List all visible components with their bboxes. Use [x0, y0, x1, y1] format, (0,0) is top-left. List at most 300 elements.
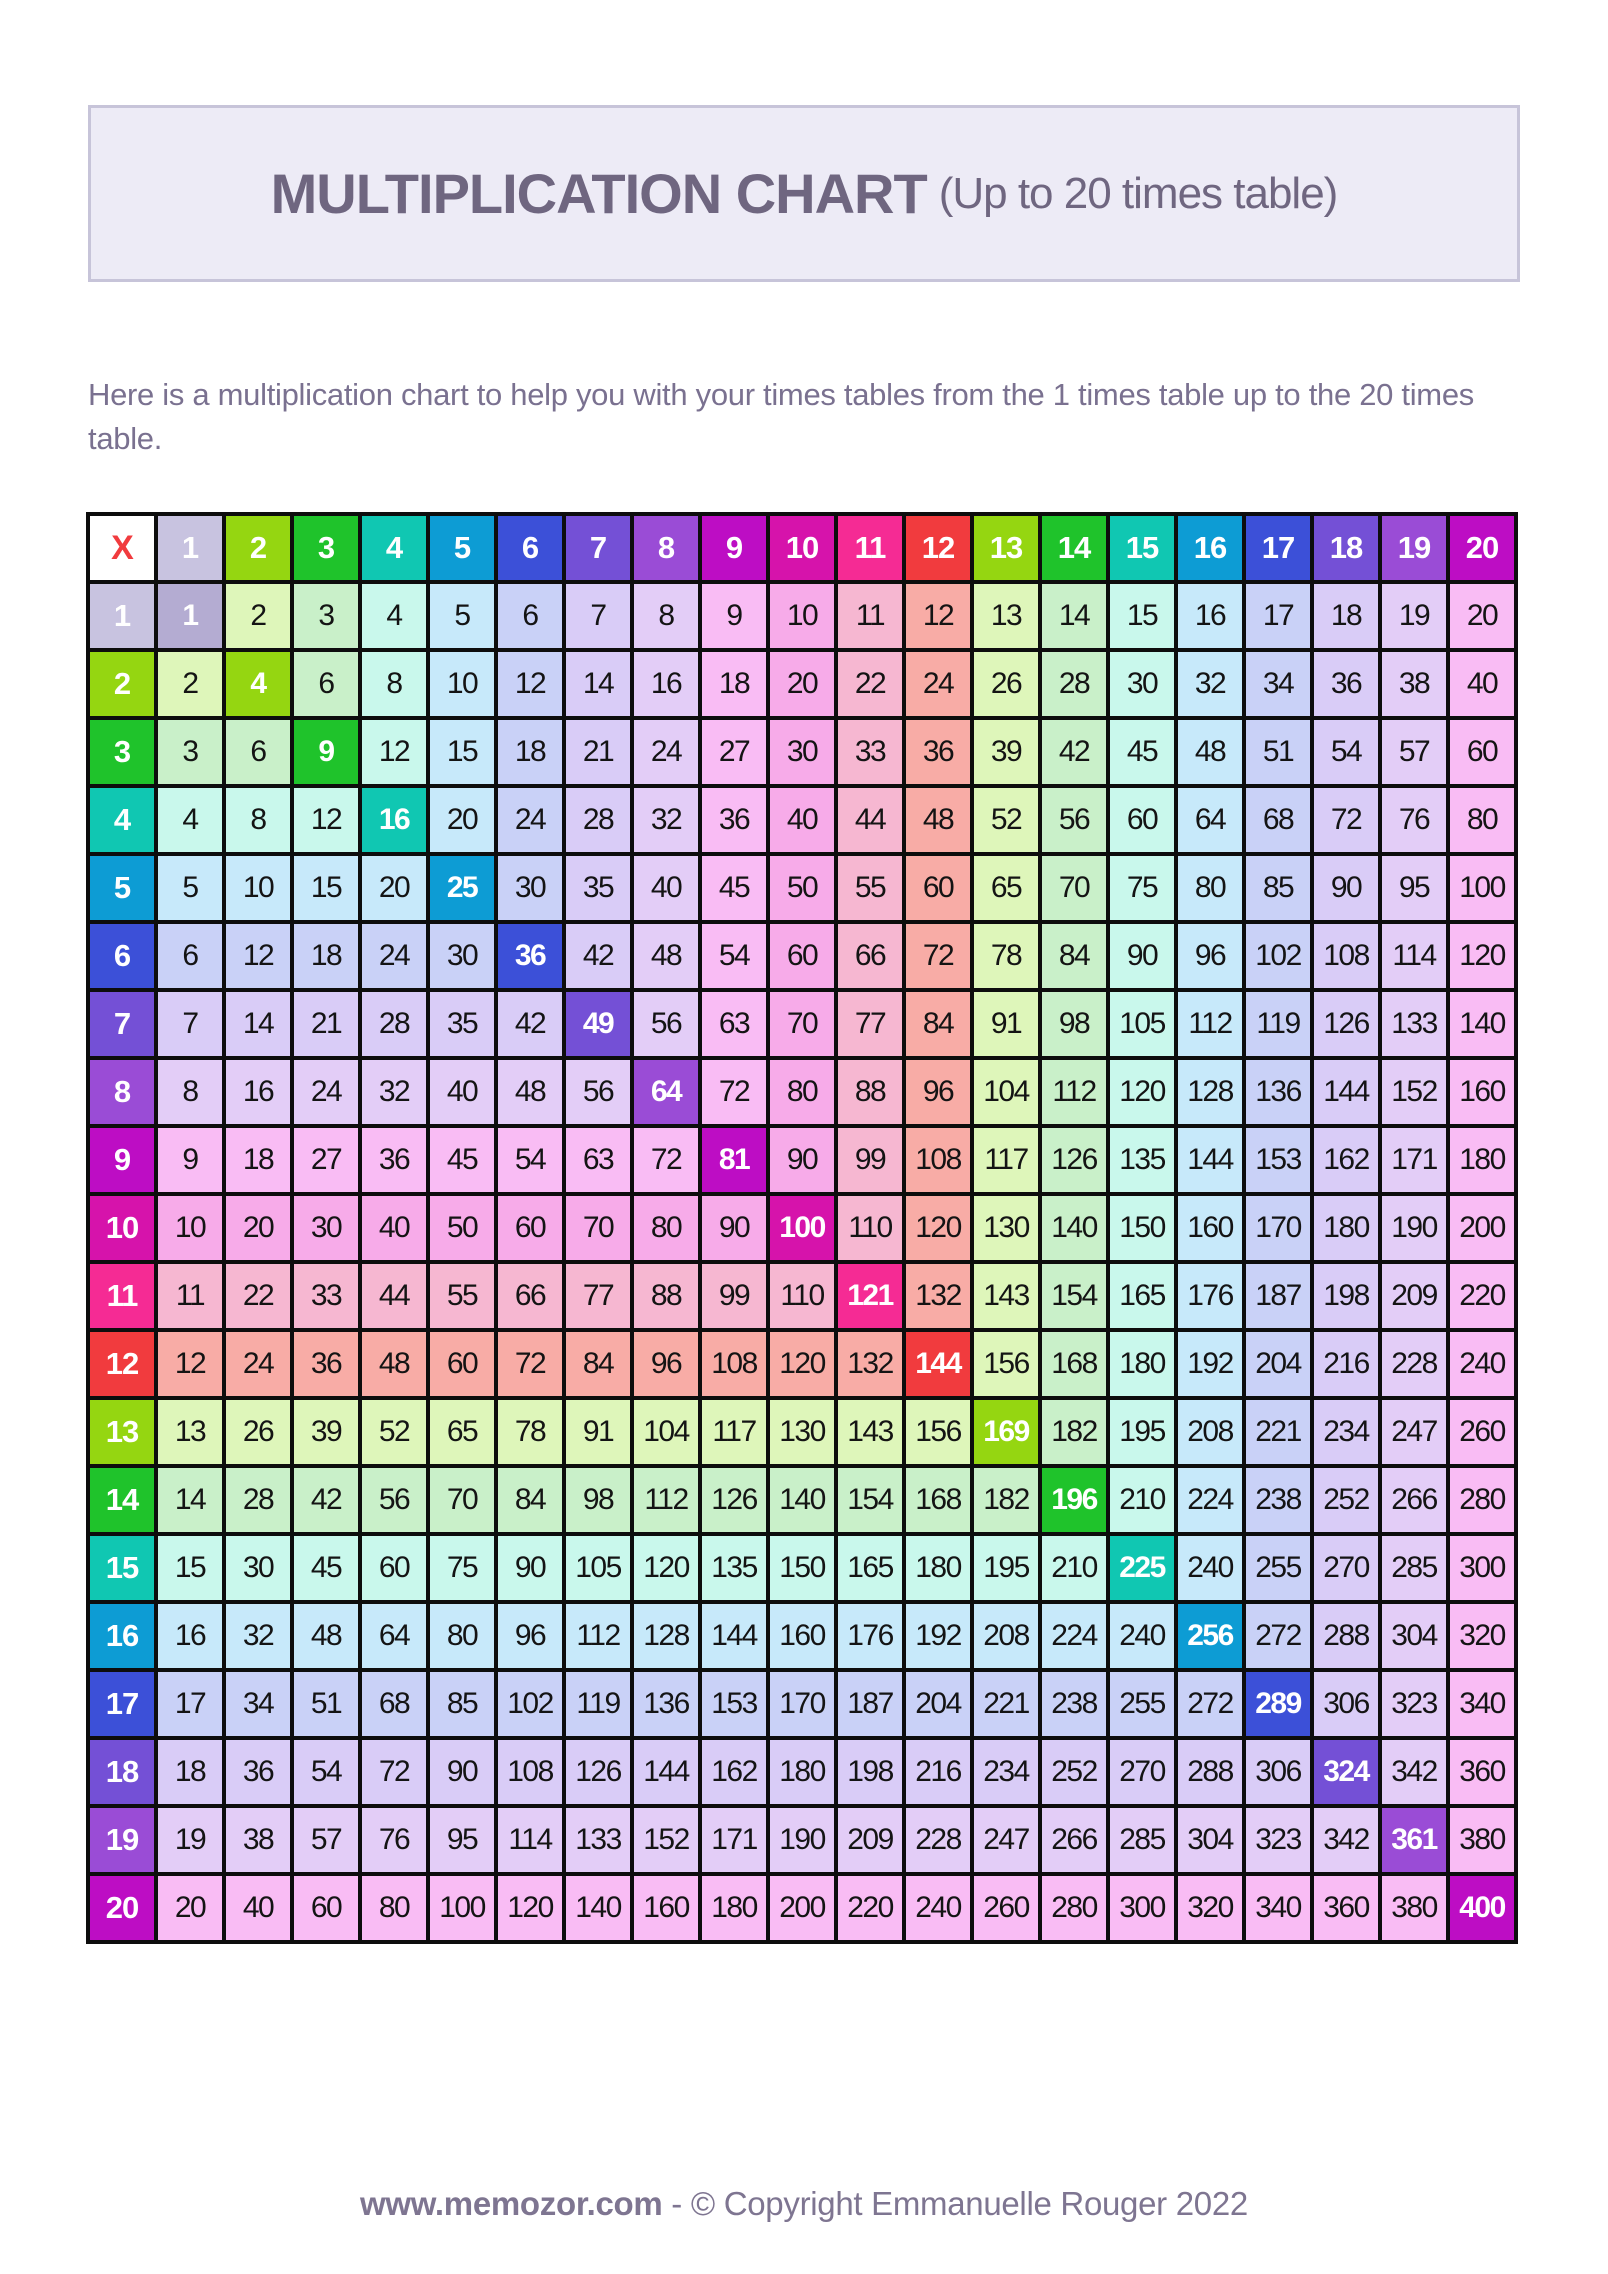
product-cell: 132	[836, 1330, 904, 1398]
footer-site: www.memozor.com	[360, 2185, 663, 2222]
product-cell: 85	[428, 1670, 496, 1738]
product-cell: 28	[564, 786, 632, 854]
row-header-cell: 18	[88, 1738, 156, 1806]
product-cell: 12	[496, 650, 564, 718]
product-cell: 240	[1108, 1602, 1176, 1670]
product-cell: 80	[428, 1602, 496, 1670]
col-header-cell: 15	[1108, 514, 1176, 582]
product-cell: 50	[768, 854, 836, 922]
product-cell: 6	[224, 718, 292, 786]
product-cell: 160	[632, 1874, 700, 1942]
product-cell: 153	[700, 1670, 768, 1738]
product-cell: 96	[1176, 922, 1244, 990]
product-cell: 304	[1176, 1806, 1244, 1874]
product-cell: 48	[496, 1058, 564, 1126]
product-cell: 156	[904, 1398, 972, 1466]
product-cell: 120	[1108, 1058, 1176, 1126]
product-cell: 35	[564, 854, 632, 922]
footer-separator: -	[662, 2185, 691, 2222]
product-cell: 30	[224, 1534, 292, 1602]
product-cell: 32	[224, 1602, 292, 1670]
row-header-cell: 9	[88, 1126, 156, 1194]
table-row	[88, 1126, 1516, 1194]
product-cell: 323	[1380, 1670, 1448, 1738]
product-cell: 24	[496, 786, 564, 854]
product-cell: 20	[428, 786, 496, 854]
product-cell: 16	[156, 1602, 224, 1670]
product-cell: 14	[224, 990, 292, 1058]
product-cell: 13	[972, 582, 1040, 650]
product-cell: 200	[768, 1874, 836, 1942]
product-cell: 20	[768, 650, 836, 718]
product-cell: 162	[1312, 1126, 1380, 1194]
product-cell: 22	[224, 1262, 292, 1330]
product-cell: 182	[1040, 1398, 1108, 1466]
product-cell: 18	[1312, 582, 1380, 650]
product-cell: 91	[564, 1398, 632, 1466]
product-cell: 36	[224, 1738, 292, 1806]
product-cell: 15	[428, 718, 496, 786]
product-cell: 40	[768, 786, 836, 854]
table-row	[88, 786, 1516, 854]
product-cell: 120	[496, 1874, 564, 1942]
product-cell: 56	[564, 1058, 632, 1126]
product-cell: 40	[632, 854, 700, 922]
product-cell: 100	[428, 1874, 496, 1942]
product-cell: 104	[972, 1058, 1040, 1126]
product-cell: 136	[1244, 1058, 1312, 1126]
product-cell: 13	[156, 1398, 224, 1466]
product-cell: 112	[1176, 990, 1244, 1058]
product-cell: 15	[292, 854, 360, 922]
product-cell: 63	[700, 990, 768, 1058]
col-header-cell: 8	[632, 514, 700, 582]
product-cell: 18	[156, 1738, 224, 1806]
product-cell: 280	[1040, 1874, 1108, 1942]
col-header-cell: 17	[1244, 514, 1312, 582]
title-box	[88, 105, 1520, 282]
product-cell: 140	[768, 1466, 836, 1534]
product-cell: 170	[768, 1670, 836, 1738]
product-cell: 144	[700, 1602, 768, 1670]
product-cell: 100	[1448, 854, 1516, 922]
product-cell: 3	[292, 582, 360, 650]
product-cell: 72	[1312, 786, 1380, 854]
table-row	[88, 1534, 1516, 1602]
product-cell: 60	[360, 1534, 428, 1602]
product-cell: 34	[224, 1670, 292, 1738]
table-row	[88, 1602, 1516, 1670]
col-header-cell: 6	[496, 514, 564, 582]
diagonal-cell: 64	[632, 1058, 700, 1126]
product-cell: 168	[1040, 1330, 1108, 1398]
product-cell: 120	[768, 1330, 836, 1398]
product-cell: 190	[768, 1806, 836, 1874]
product-cell: 21	[292, 990, 360, 1058]
product-cell: 120	[632, 1534, 700, 1602]
product-cell: 38	[1380, 650, 1448, 718]
product-cell: 55	[428, 1262, 496, 1330]
product-cell: 76	[1380, 786, 1448, 854]
product-cell: 56	[360, 1466, 428, 1534]
product-cell: 30	[768, 718, 836, 786]
product-cell: 208	[1176, 1398, 1244, 1466]
diagonal-cell: 25	[428, 854, 496, 922]
row-header-cell: 4	[88, 786, 156, 854]
product-cell: 64	[1176, 786, 1244, 854]
product-cell: 114	[496, 1806, 564, 1874]
table-row	[88, 1874, 1516, 1942]
product-cell: 75	[1108, 854, 1176, 922]
product-cell: 78	[496, 1398, 564, 1466]
product-cell: 272	[1176, 1670, 1244, 1738]
product-cell: 240	[1176, 1534, 1244, 1602]
product-cell: 88	[836, 1058, 904, 1126]
product-cell: 28	[1040, 650, 1108, 718]
product-cell: 228	[1380, 1330, 1448, 1398]
product-cell: 285	[1108, 1806, 1176, 1874]
product-cell: 54	[496, 1126, 564, 1194]
product-cell: 32	[360, 1058, 428, 1126]
product-cell: 19	[1380, 582, 1448, 650]
product-cell: 238	[1244, 1466, 1312, 1534]
product-cell: 36	[1312, 650, 1380, 718]
product-cell: 252	[1312, 1466, 1380, 1534]
col-header-cell: 14	[1040, 514, 1108, 582]
product-cell: 27	[700, 718, 768, 786]
product-cell: 280	[1448, 1466, 1516, 1534]
product-cell: 28	[360, 990, 428, 1058]
product-cell: 30	[292, 1194, 360, 1262]
product-cell: 10	[224, 854, 292, 922]
product-cell: 63	[564, 1126, 632, 1194]
product-cell: 39	[292, 1398, 360, 1466]
product-cell: 55	[836, 854, 904, 922]
product-cell: 105	[564, 1534, 632, 1602]
product-cell: 130	[972, 1194, 1040, 1262]
product-cell: 104	[632, 1398, 700, 1466]
product-cell: 45	[292, 1534, 360, 1602]
product-cell: 15	[1108, 582, 1176, 650]
product-cell: 52	[972, 786, 1040, 854]
product-cell: 54	[292, 1738, 360, 1806]
product-cell: 68	[1244, 786, 1312, 854]
diagonal-cell: 400	[1448, 1874, 1516, 1942]
product-cell: 108	[904, 1126, 972, 1194]
product-cell: 90	[428, 1738, 496, 1806]
product-cell: 143	[836, 1398, 904, 1466]
table-row	[88, 718, 1516, 786]
product-cell: 105	[1108, 990, 1176, 1058]
product-cell: 126	[1312, 990, 1380, 1058]
product-cell: 4	[156, 786, 224, 854]
product-cell: 26	[224, 1398, 292, 1466]
diagonal-cell: 16	[360, 786, 428, 854]
table-row	[88, 854, 1516, 922]
product-cell: 144	[632, 1738, 700, 1806]
product-cell: 5	[156, 854, 224, 922]
product-cell: 52	[360, 1398, 428, 1466]
product-cell: 75	[428, 1534, 496, 1602]
product-cell: 102	[496, 1670, 564, 1738]
multiplication-table	[86, 512, 1518, 1944]
product-cell: 96	[904, 1058, 972, 1126]
product-cell: 80	[360, 1874, 428, 1942]
col-header-cell: 4	[360, 514, 428, 582]
product-cell: 224	[1176, 1466, 1244, 1534]
row-header-cell: 1	[88, 582, 156, 650]
product-cell: 56	[1040, 786, 1108, 854]
product-cell: 119	[1244, 990, 1312, 1058]
table-row	[88, 650, 1516, 718]
product-cell: 168	[904, 1466, 972, 1534]
product-cell: 40	[428, 1058, 496, 1126]
product-cell: 60	[904, 854, 972, 922]
diagonal-cell: 144	[904, 1330, 972, 1398]
product-cell: 12	[292, 786, 360, 854]
product-cell: 42	[1040, 718, 1108, 786]
col-header-cell: 19	[1380, 514, 1448, 582]
product-cell: 96	[632, 1330, 700, 1398]
product-cell: 8	[632, 582, 700, 650]
product-cell: 35	[428, 990, 496, 1058]
product-cell: 33	[292, 1262, 360, 1330]
product-cell: 39	[972, 718, 1040, 786]
product-cell: 112	[564, 1602, 632, 1670]
row-header-cell: 12	[88, 1330, 156, 1398]
product-cell: 187	[1244, 1262, 1312, 1330]
product-cell: 80	[1176, 854, 1244, 922]
product-cell: 360	[1312, 1874, 1380, 1942]
product-cell: 48	[904, 786, 972, 854]
product-cell: 180	[1312, 1194, 1380, 1262]
product-cell: 11	[156, 1262, 224, 1330]
product-cell: 133	[1380, 990, 1448, 1058]
product-cell: 42	[496, 990, 564, 1058]
product-cell: 60	[1448, 718, 1516, 786]
product-cell: 380	[1380, 1874, 1448, 1942]
product-cell: 133	[564, 1806, 632, 1874]
product-cell: 84	[496, 1466, 564, 1534]
product-cell: 64	[360, 1602, 428, 1670]
col-header-cell: 2	[224, 514, 292, 582]
product-cell: 160	[1448, 1058, 1516, 1126]
col-header-cell: 3	[292, 514, 360, 582]
product-cell: 26	[972, 650, 1040, 718]
product-cell: 266	[1380, 1466, 1448, 1534]
product-cell: 306	[1244, 1738, 1312, 1806]
product-cell: 154	[1040, 1262, 1108, 1330]
product-cell: 210	[1040, 1534, 1108, 1602]
diagonal-cell: 1	[156, 582, 224, 650]
product-cell: 126	[1040, 1126, 1108, 1194]
diagonal-cell: 4	[224, 650, 292, 718]
product-cell: 5	[428, 582, 496, 650]
product-cell: 10	[768, 582, 836, 650]
table-row	[88, 922, 1516, 990]
product-cell: 160	[1176, 1194, 1244, 1262]
diagonal-cell: 100	[768, 1194, 836, 1262]
product-cell: 11	[836, 582, 904, 650]
product-cell: 27	[292, 1126, 360, 1194]
product-cell: 42	[564, 922, 632, 990]
product-cell: 54	[1312, 718, 1380, 786]
row-header-cell: 14	[88, 1466, 156, 1534]
product-cell: 8	[224, 786, 292, 854]
product-cell: 90	[768, 1126, 836, 1194]
col-header-cell: 20	[1448, 514, 1516, 582]
table-row	[88, 1466, 1516, 1534]
product-cell: 156	[972, 1330, 1040, 1398]
product-cell: 44	[836, 786, 904, 854]
product-cell: 60	[768, 922, 836, 990]
table-row	[88, 1262, 1516, 1330]
product-cell: 16	[632, 650, 700, 718]
product-cell: 18	[496, 718, 564, 786]
product-cell: 300	[1108, 1874, 1176, 1942]
product-cell: 24	[292, 1058, 360, 1126]
product-cell: 36	[904, 718, 972, 786]
product-cell: 144	[1176, 1126, 1244, 1194]
product-cell: 198	[1312, 1262, 1380, 1330]
product-cell: 260	[1448, 1398, 1516, 1466]
product-cell: 288	[1176, 1738, 1244, 1806]
product-cell: 70	[768, 990, 836, 1058]
page-title: MULTIPLICATION CHART	[270, 162, 927, 225]
product-cell: 176	[1176, 1262, 1244, 1330]
product-cell: 114	[1380, 922, 1448, 990]
product-cell: 171	[700, 1806, 768, 1874]
product-cell: 288	[1312, 1602, 1380, 1670]
product-cell: 108	[1312, 922, 1380, 990]
product-cell: 126	[700, 1466, 768, 1534]
diagonal-cell: 49	[564, 990, 632, 1058]
product-cell: 198	[836, 1738, 904, 1806]
product-cell: 32	[632, 786, 700, 854]
col-header-cell: 13	[972, 514, 1040, 582]
col-header-cell: 7	[564, 514, 632, 582]
row-header-cell: 2	[88, 650, 156, 718]
product-cell: 240	[1448, 1330, 1516, 1398]
product-cell: 45	[700, 854, 768, 922]
product-cell: 180	[1108, 1330, 1176, 1398]
product-cell: 140	[1040, 1194, 1108, 1262]
product-cell: 12	[224, 922, 292, 990]
product-cell: 6	[156, 922, 224, 990]
product-cell: 192	[1176, 1330, 1244, 1398]
product-cell: 72	[700, 1058, 768, 1126]
product-cell: 209	[836, 1806, 904, 1874]
product-cell: 80	[768, 1058, 836, 1126]
product-cell: 18	[292, 922, 360, 990]
product-cell: 90	[496, 1534, 564, 1602]
product-cell: 60	[1108, 786, 1176, 854]
product-cell: 22	[836, 650, 904, 718]
product-cell: 90	[700, 1194, 768, 1262]
product-cell: 48	[1176, 718, 1244, 786]
product-cell: 154	[836, 1466, 904, 1534]
product-cell: 45	[1108, 718, 1176, 786]
product-cell: 38	[224, 1806, 292, 1874]
product-cell: 91	[972, 990, 1040, 1058]
product-cell: 204	[1244, 1330, 1312, 1398]
product-cell: 266	[1040, 1806, 1108, 1874]
product-cell: 14	[564, 650, 632, 718]
product-cell: 190	[1380, 1194, 1448, 1262]
product-cell: 180	[904, 1534, 972, 1602]
product-cell: 12	[156, 1330, 224, 1398]
product-cell: 247	[1380, 1398, 1448, 1466]
product-cell: 340	[1244, 1874, 1312, 1942]
product-cell: 72	[496, 1330, 564, 1398]
product-cell: 234	[1312, 1398, 1380, 1466]
product-cell: 17	[1244, 582, 1312, 650]
product-cell: 57	[292, 1806, 360, 1874]
row-header-cell: 17	[88, 1670, 156, 1738]
product-cell: 10	[156, 1194, 224, 1262]
product-cell: 8	[360, 650, 428, 718]
product-cell: 51	[292, 1670, 360, 1738]
product-cell: 380	[1448, 1806, 1516, 1874]
product-cell: 90	[1312, 854, 1380, 922]
diagonal-cell: 324	[1312, 1738, 1380, 1806]
product-cell: 171	[1380, 1126, 1448, 1194]
row-header-cell: 3	[88, 718, 156, 786]
product-cell: 44	[360, 1262, 428, 1330]
product-cell: 3	[156, 718, 224, 786]
product-cell: 182	[972, 1466, 1040, 1534]
product-cell: 340	[1448, 1670, 1516, 1738]
product-cell: 30	[1108, 650, 1176, 718]
table-row	[88, 1398, 1516, 1466]
product-cell: 54	[700, 922, 768, 990]
product-cell: 200	[1448, 1194, 1516, 1262]
product-cell: 15	[156, 1534, 224, 1602]
corner-cell: X	[88, 514, 156, 582]
product-cell: 234	[972, 1738, 1040, 1806]
product-cell: 60	[428, 1330, 496, 1398]
product-cell: 16	[1176, 582, 1244, 650]
product-cell: 51	[1244, 718, 1312, 786]
product-cell: 14	[156, 1466, 224, 1534]
col-header-cell: 10	[768, 514, 836, 582]
product-cell: 6	[292, 650, 360, 718]
product-cell: 14	[1040, 582, 1108, 650]
row-header-cell: 7	[88, 990, 156, 1058]
product-cell: 98	[1040, 990, 1108, 1058]
product-cell: 208	[972, 1602, 1040, 1670]
product-cell: 102	[1244, 922, 1312, 990]
diagonal-cell: 196	[1040, 1466, 1108, 1534]
footer	[0, 2185, 1608, 2223]
product-cell: 65	[972, 854, 1040, 922]
product-cell: 57	[1380, 718, 1448, 786]
product-cell: 130	[768, 1398, 836, 1466]
product-cell: 99	[836, 1126, 904, 1194]
product-cell: 85	[1244, 854, 1312, 922]
product-cell: 152	[1380, 1058, 1448, 1126]
product-cell: 95	[1380, 854, 1448, 922]
product-cell: 140	[564, 1874, 632, 1942]
row-header-cell: 5	[88, 854, 156, 922]
product-cell: 70	[564, 1194, 632, 1262]
product-cell: 342	[1312, 1806, 1380, 1874]
product-cell: 45	[428, 1126, 496, 1194]
row-header-cell: 13	[88, 1398, 156, 1466]
product-cell: 76	[360, 1806, 428, 1874]
product-cell: 96	[496, 1602, 564, 1670]
product-cell: 120	[1448, 922, 1516, 990]
